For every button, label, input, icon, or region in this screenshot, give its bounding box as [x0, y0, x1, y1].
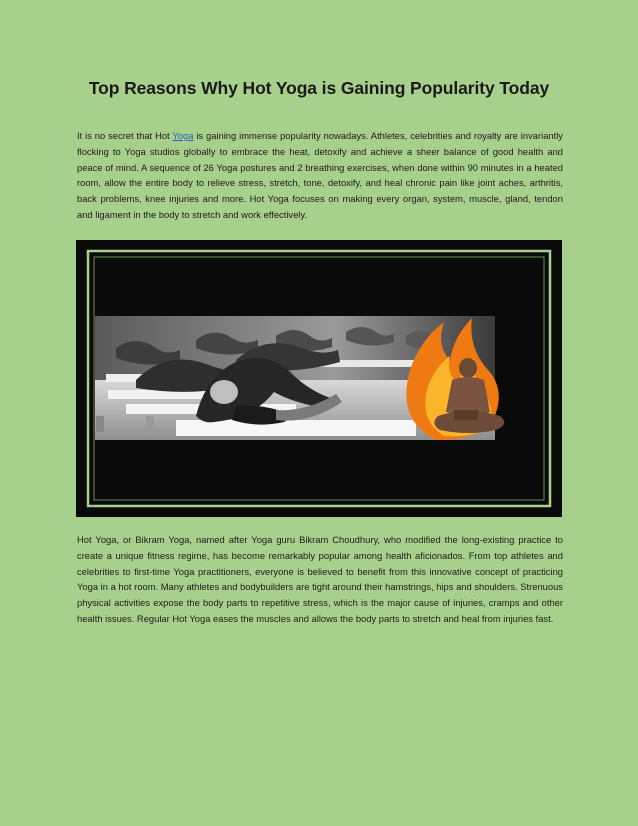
intro-text-rest: is gaining immense popularity nowadays. Athletes, celebrities and royalty are invariantly flocking to Yoga studios globally to embrace the heat, detoxify and achieve a sheer balance of good health and peace of mind. A sequence of 26 Yoga postures and 2 breathing exercises, when done within 90 minutes in a heated room, allow the entire body to relieve stress, stretch, tone, detoxify, and heal chronic pain like joint aches, arthritis, back problems, knee injuries and more. Hot Yoga focuses on making every organ, system, muscle, gland, tendon and ligament in the body to stretch and work effectively. — [77, 130, 563, 220]
hot-yoga-image — [76, 240, 562, 517]
intro-text-start: It is no secret that Hot — [77, 130, 173, 141]
bikram-paragraph: Hot Yoga, or Bikram Yoga, named after Yoga guru Bikram Choudhury, who modified the long-existing practice to create a unique fitness regime, has become remarkably popular among health aficionados. From top athletes and celebrities to first-time Yoga practitioners, everyone is believed to benefit from this innovative concept of practicing Yoga in a hot room. Many athletes and bodybuilders are tight around their hamstrings, hips and shoulders. Strenuous physical activities expose the body parts to repetitive stress, which is the major cause of injuries, cramps and other health issues. Regular Hot Yoga eases the muscles and allows the body parts to stretch and heal from injuries fast. — [77, 534, 563, 624]
yoga-link[interactable]: Yoga — [172, 130, 194, 141]
page-title: Top Reasons Why Hot Yoga is Gaining Popularity Today — [88, 78, 550, 98]
intro-paragraph — [77, 128, 563, 223]
